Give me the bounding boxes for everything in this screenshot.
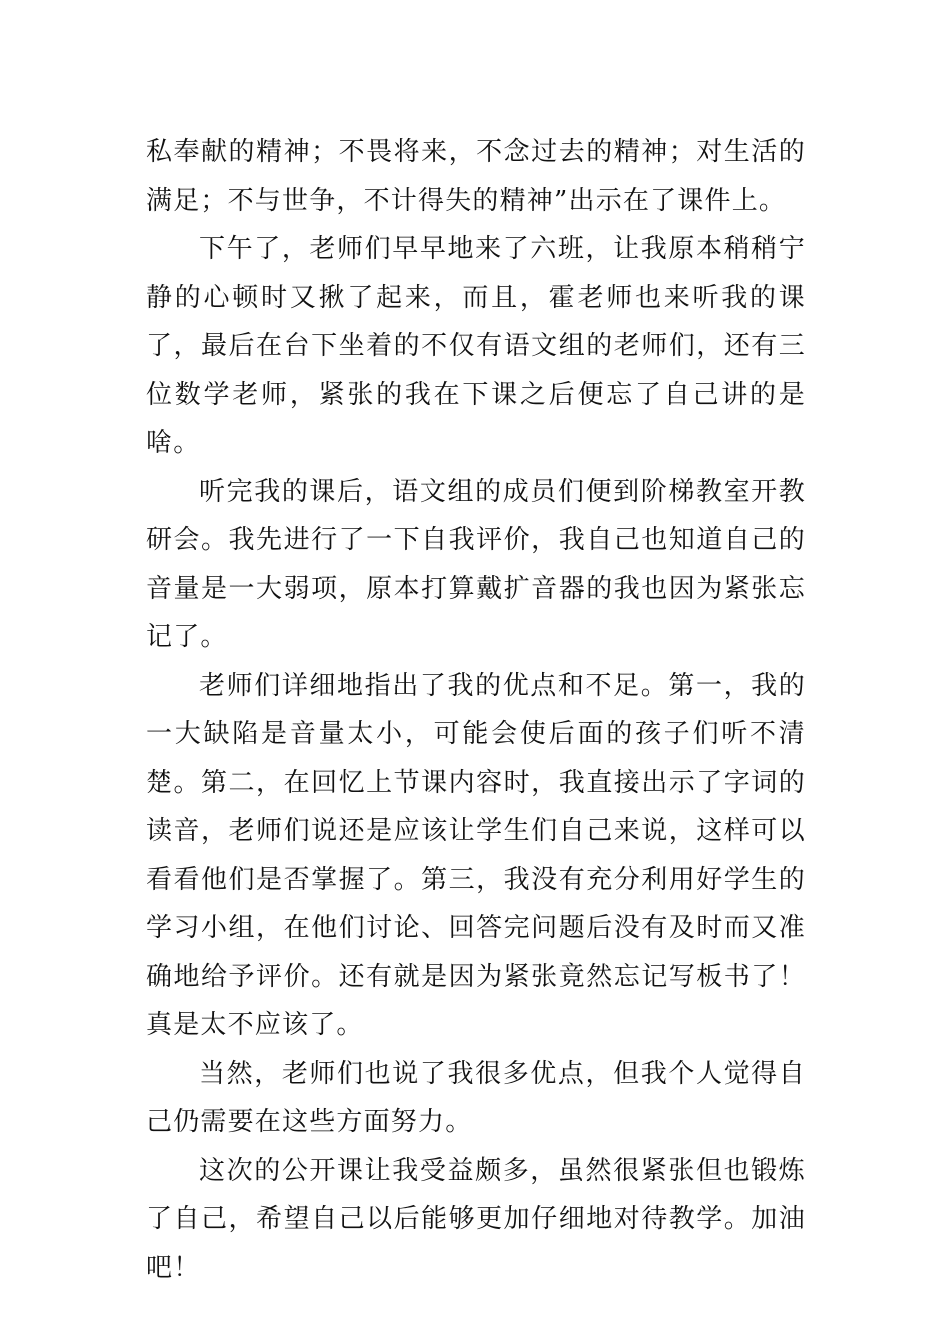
paragraph-afternoon-class: 下午了，老师们早早地来了六班，让我原本稍稍宁静的心顿时又揪了起来，而且，霍老师也来听我的课了，最后在台下坐着的不仅有语文组的老师们，还有三位数学老师，紧张的我在下课之后便忘了自己讲的是啥。	[146, 234, 806, 458]
paragraph-feedback: 老师们详细地指出了我的优点和不足。第一，我的一大缺陷是音量太小，可能会使后面的孩子们听不清楚。第二，在回忆上节课内容时，我直接出示了字词的读音，老师们说还是应该让学生们自己来说，这样可以看看他们是否掌握了。第三，我没有充分利用好学生的学习小组，在他们讨论、回答完问题后没有及时而又准确地给予评价。还有就是因为紧张竟然忘记写板书了！真是太不应该了。	[146, 670, 806, 1040]
document-body	[146, 128, 806, 1292]
paragraph-conclusion: 这次的公开课让我受益颇多，虽然很紧张但也锻炼了自己，希望自己以后能够更加仔细地对待教学。加油吧！	[146, 1155, 806, 1283]
paragraph-strengths: 当然，老师们也说了我很多优点，但我个人觉得自己仍需要在这些方面努力。	[146, 1058, 806, 1137]
paragraph-continued: 私奉献的精神；不畏将来，不念过去的精神；对生活的满足；不与世争，不计得失的精神”出示在了课件上。	[146, 137, 806, 216]
paragraph-teaching-meeting: 听完我的课后，语文组的成员们便到阶梯教室开教研会。我先进行了一下自我评价，我自己也知道自己的音量是一大弱项，原本打算戴扩音器的我也因为紧张忘记了。	[146, 476, 806, 652]
